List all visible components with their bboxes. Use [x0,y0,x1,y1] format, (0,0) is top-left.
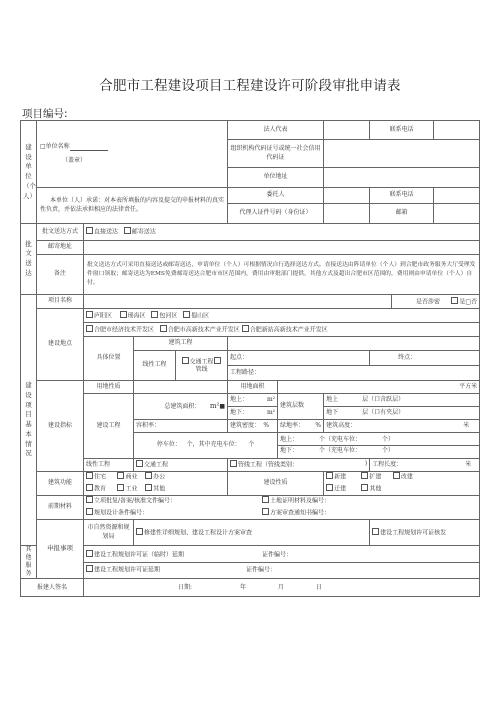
planning-bureau-label: 市自然资源和规划局 [84,520,134,546]
month-label: 月 [277,583,284,591]
green-label: 绿地率： [280,421,305,429]
preliminary-label: 前期材料 [37,496,84,520]
checkbox-transport[interactable] [182,357,189,364]
parking-detail: 个，其中充电车位： [186,441,241,449]
district-shushan: 蜀山区 [191,312,210,320]
secret-label: 是否涉密 [415,298,440,306]
cert-no-2: 证件编号： [246,566,277,574]
parking-label: 停车位： [156,441,181,449]
checkbox-linear-pipe[interactable] [230,460,237,467]
land-area-label: 用地面积 [228,381,278,394]
above-area-cell[interactable] [228,394,278,407]
contact-phone2-field[interactable] [434,188,480,204]
org-code-label: 组织机构代码证号或统一社会信用代码证 [228,140,324,168]
checkbox-office[interactable] [145,472,152,479]
email-label: 邮箱 [370,204,434,224]
checkbox-linear-transport[interactable] [136,460,143,467]
checkbox-nature-other[interactable] [361,484,368,491]
checkbox-func-other[interactable] [145,484,152,491]
nature-label: 建设性质 [228,472,324,496]
height-label: 建筑高度： [326,421,357,429]
checkbox-shushan[interactable] [183,311,190,318]
option-direct-label: 直接送达 [94,228,119,236]
above-floors: 地上 层（口含跃层） [324,394,480,407]
height-cell[interactable] [324,420,480,433]
total-area-marker: ■ [219,402,226,410]
end-point-cell[interactable] [370,351,480,366]
checkbox-rebuild[interactable] [393,472,400,479]
zone-econ: 合肥市经济技术开发区 [94,326,155,334]
land-area-unit: 平方米 [278,381,480,394]
length-unit: 米 [465,460,472,468]
green-cell[interactable] [278,420,324,433]
secret-cell [392,295,480,309]
other-opt2-row [84,563,479,577]
legal-rep-field[interactable] [324,121,370,140]
checkbox-commercial[interactable] [117,472,124,479]
func-commercial: 商业 [125,473,138,481]
nature-other: 其他 [369,485,382,492]
checkbox-relocate[interactable] [326,484,333,491]
delivery-method-label: 批文送达方式 [37,224,84,241]
checkbox-pipe[interactable] [214,357,221,364]
total-area-unit: m² [209,401,220,410]
checkbox-scheme[interactable] [262,508,269,515]
project-name-field[interactable] [84,295,392,309]
length-label: 工程长度： [372,460,403,468]
checkbox-baohe[interactable] [151,311,158,318]
planning-opt2: 建设工程规划许可证核发 [380,529,447,537]
district-luyang: 庐阳区 [94,312,113,320]
checkbox-direct[interactable] [86,227,93,234]
planning-opt1: 修建性详细规划、建设工程设计方案审查 [144,529,253,537]
checkbox-planning-1[interactable] [136,528,143,535]
prelim-scheme: 方案审查通知书编号： [270,509,331,516]
checkbox-planning-2[interactable] [372,528,379,535]
signature-date-cell[interactable] [84,579,480,597]
address-label: 单位地址 [228,168,324,188]
other-service-label: 其他服务 [21,546,37,579]
remark-label: 备注 [37,255,84,295]
checkbox-approval[interactable] [86,496,93,503]
transport-label: 交通工程 [189,358,214,366]
func-education: 教育 [94,485,107,492]
project-number-label: 项目编号: [22,108,68,120]
responsible-label: 委托人 [228,188,324,204]
mail-address-field[interactable] [84,241,480,255]
prelim-design-cond: 规划设计条件编号： [94,509,149,516]
linear-transport-label: 交通工程 [144,461,169,469]
parking-below: 地下： 个（充电车位： 个） [280,447,395,454]
end-point-label: 终点： [398,353,417,361]
checkbox-expand[interactable] [361,472,368,479]
day-label: 日 [315,583,322,591]
building-project-label: 建筑工程 [134,337,228,351]
zone-xinzhan: 合肥新站高新技术产业开发区 [249,326,328,334]
secret-option: 是□否 [459,298,478,306]
func-office: 办公 [153,473,166,481]
length-cell[interactable] [370,459,480,472]
org-code-field[interactable] [324,140,480,168]
height-unit: 米 [463,421,470,429]
prelim-land: 土地证明材料及编号： [270,497,331,505]
pipeline-label: 管线 [195,366,208,374]
checkbox-extend[interactable] [86,565,93,572]
prelim-approval: 立项批复/备案/核准文件编号： [94,497,177,505]
checkbox-mail[interactable] [124,227,131,234]
agent-id-label: 代理人证件号码（身份证） [228,204,324,224]
func-residential: 住宅 [94,473,107,481]
above-unit: m² [266,395,276,403]
density-unit: % [263,421,270,429]
parking-split-cell [278,433,480,459]
agent-id-field[interactable] [324,204,370,224]
section-apply: 申报事项 [37,520,84,579]
district-yaohai: 瑶海区 [127,312,146,320]
project-name-label: 项目名称 [37,295,84,309]
checkbox-yaohai[interactable] [120,311,127,318]
email-field[interactable] [434,204,480,224]
district-options [84,309,480,323]
checkbox-xinzhan-zone[interactable] [242,325,249,332]
start-point-cell[interactable] [228,351,370,366]
total-area-cell[interactable] [134,394,228,420]
checkbox-land[interactable] [262,496,269,503]
checkbox-design-cond[interactable] [86,508,93,515]
application-form [20,120,480,597]
contact-phone-field[interactable] [434,121,480,140]
parking-above: 地上： 个（充电车位： 个） [278,435,479,446]
nature-rebuild: 改建 [400,473,413,481]
below-unit: m² [266,408,276,416]
planning-opt1-cell [134,520,370,546]
option-mail-label: 邮寄送达 [131,228,156,236]
specific-location-label: 具体位置 [84,337,134,381]
linear-row-label: 线性工程 [84,459,134,472]
linear-pipe-option: 管线工程（管线类别： ) [228,459,370,472]
linear-type-cell [176,351,228,381]
other-opt2: 建设工程规划许可证延期 [94,566,161,574]
checkbox-secret-yes[interactable] [451,297,458,304]
linear-pipe-label: 管线工程（管线类别： [238,461,299,469]
floors-label: 建筑层数 [278,394,324,420]
function-label: 建筑功能 [37,472,84,496]
building-project-field[interactable] [228,337,480,351]
land-nature-label: 用地性质 [84,381,134,394]
unit-name-underline [70,144,108,151]
seal-label: （盖章） [62,157,87,164]
section-basic: 建设项目基本情况 [21,295,37,546]
nature-relocate: 迁建 [334,485,347,492]
zone-options [84,323,480,337]
remark-text: 批文送达方式可采用直接送达或邮寄送达，申请单位（个人）可根据情况自行选择送达方式。直接送达由阵请单位（个人）到合肥市政务服务大厅受理发件窗口领取；邮寄送达为EMS免费邮寄送达合肥市市区范围内，费用由审批部门提供，其他方式及超出合肥市区范围的，费用则由申请单位（个人）自付。 [84,255,480,295]
below-area-cell[interactable] [228,407,278,420]
below-floors: 地下 层（口有夹层） [324,407,480,420]
nature-options [324,472,480,496]
other-service-options [84,546,480,579]
checkbox-industrial[interactable] [117,484,124,491]
parking-unit: 个 [248,441,255,449]
checkbox-econ-zone[interactable] [86,325,93,332]
linear-project-label: 线性工程 [134,351,176,381]
checkbox-residential[interactable] [86,472,93,479]
green-unit: % [315,421,322,429]
document-title: 合肥市工程建设项目工程建设许可阶段审批申请表 [99,78,401,94]
func-other: 其他 [153,485,166,492]
plot-ratio-cell[interactable] [134,420,228,433]
section-applicant: 建设单位（个人） [21,121,37,224]
delivery-method-options [84,224,480,241]
planning-opt2-cell [370,520,480,546]
year-label: 年 [239,583,246,591]
indicators-label: 建设指标 [37,381,84,472]
parking-cell[interactable] [134,433,278,459]
checkbox-hitech-zone[interactable] [160,325,167,332]
density-cell[interactable] [228,420,278,433]
legal-rep-label: 法人代表 [228,121,324,140]
checkbox-education[interactable] [86,484,93,491]
unit-name-label: □单位名称 [40,142,70,150]
func-industrial: 工业 [125,485,138,492]
below-label: 地下： [230,408,249,416]
preliminary-options [84,496,480,520]
start-point-label: 起点： [230,353,249,361]
checkbox-temp-extend[interactable] [86,550,93,557]
land-nature-field[interactable] [134,381,228,394]
route-label: 工程路径： [230,368,261,376]
responsible-field[interactable] [324,188,370,204]
signer-label: 报建人签名 [21,579,84,597]
mail-address-label: 邮寄地址 [37,241,84,255]
address-field[interactable] [324,168,480,188]
linear-transport-option [134,459,228,472]
section-delivery: 批文送达 [21,224,37,295]
promise-text: 本单位（人）承诺：对本表所填报的内容及提交的申报材料的真实性负责，并依法承担相应的法律责任。 [37,188,228,224]
total-area-label: 总建筑面积： [164,402,201,410]
other-opt1: 建设工程规划许可证（临时）延期 [94,551,185,559]
contact-phone-label: 联系电话 [370,121,434,140]
function-options [84,472,228,496]
above-label: 地上： [230,395,249,403]
route-cell[interactable] [228,366,480,381]
date-label: 日期: [178,583,193,591]
plot-ratio-label: 容积率： [136,421,161,429]
density-label: 建筑密度： [230,421,261,429]
zone-hitech: 合肥市高新技术产业开发区 [167,326,240,334]
cert-no-1: 证件编号： [262,551,293,559]
nature-expand: 扩建 [369,473,382,481]
district-baohe: 包河区 [159,312,178,320]
other-opt1-row [84,548,479,563]
building-works-label: 建设工程 [84,394,134,459]
nature-new: 新建 [334,473,347,481]
contact-phone2-label: 联系电话 [370,188,434,204]
checkbox-new[interactable] [326,472,333,479]
checkbox-luyang[interactable] [86,311,93,318]
unit-name-cell[interactable] [37,121,228,188]
location-label: 建设地点 [37,309,84,381]
